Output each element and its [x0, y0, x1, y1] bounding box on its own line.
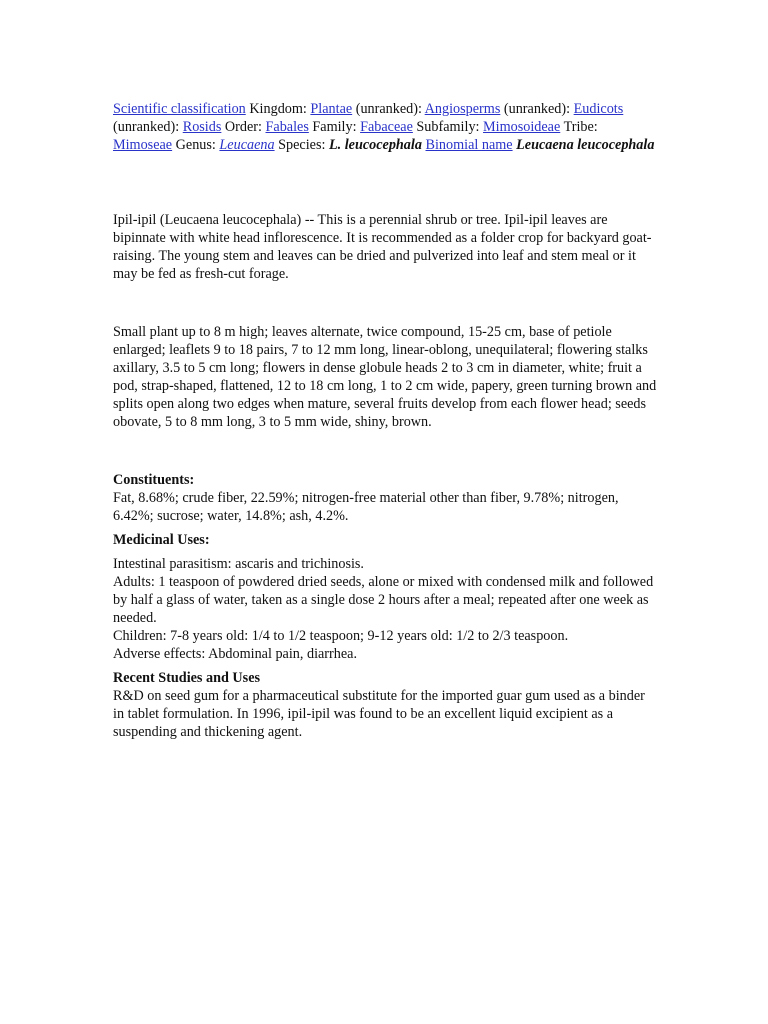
family-link[interactable]: Fabaceae — [360, 119, 413, 135]
kingdom-link[interactable]: Plantae — [310, 101, 353, 117]
order-link[interactable]: Fabales — [265, 119, 309, 135]
family-label: Family: — [312, 119, 357, 135]
unranked-label: (unranked): — [355, 101, 422, 117]
binomial-name: Leucaena leucocephala — [516, 137, 655, 153]
scientific-classification-link[interactable]: Scientific classification — [113, 101, 246, 117]
species-name: L. leucocephala — [328, 137, 422, 153]
subfamily-link[interactable]: Mimosoideae — [483, 119, 561, 135]
eudicots-link[interactable]: Eudicots — [573, 101, 624, 117]
constituents-text: Fat, 8.68%; crude fiber, 22.59%; nitrogen-free material other than fiber, 9.78%; nitrogen, 6.42%; sucrose; water, 14.8%; ash, 4.2%. — [113, 490, 619, 524]
adverse-effects: Adverse effects: Abdominal pain, diarrhea. — [113, 646, 357, 662]
intro-paragraph: Ipil-ipil (Leucaena leucocephala) -- This is a perennial shrub or tree. Ipil-ipil leaves are bipinnate with white head inflorescence. It is recommended as a folder crop for backyard goat-raising. The young stem and leaves can be dried and pulverized into leaf and stem meal or it may be fed as fresh-cut forage. — [113, 212, 652, 282]
medicinal-line: Intestinal parasitism: ascaris and trichinosis. — [113, 556, 364, 572]
order-label: Order: — [224, 119, 262, 135]
medicinal-children-dosage: Children: 7-8 years old: 1/4 to 1/2 teaspoon; 9-12 years old: 1/2 to 2/3 teaspoon. — [113, 628, 569, 644]
genus-label: Genus: — [175, 137, 216, 153]
species-label: Species: — [278, 137, 326, 153]
unranked-label: (unranked): — [113, 119, 180, 135]
recent-studies-heading: Recent Studies and Uses — [113, 670, 261, 686]
medicinal-uses-heading: Medicinal Uses: — [113, 532, 210, 548]
taxonomy-paragraph — [113, 100, 658, 154]
subfamily-label: Subfamily: — [416, 119, 480, 135]
genus-link[interactable]: Leucaena — [219, 137, 275, 153]
binomial-name-link[interactable]: Binomial name — [425, 137, 513, 153]
description-paragraph: Small plant up to 8 m high; leaves alternate, twice compound, 15-25 cm, base of petiole enlarged; leaflets 9 to 18 pairs, 7 to 12 mm long, linear-oblong, unequilateral; flowering stalks axillary, 3.5 to 5 cm long; flowers in dense globule heads 2 to 3 cm in diameter, white; fruit a pod, strap-shaped, flattened, 12 to 18 cm long, 1 to 2 cm wide, papery, green turning brown and splits open along two edges when mature, several fruits develop from each flower head; seeds obovate, 5 to 8 mm long, 3 to 5 mm wide, shiny, brown. — [113, 324, 657, 430]
medicinal-adults-dosage: Adults: 1 teaspoon of powdered dried seeds, alone or mixed with condensed milk and followed by half a glass of water, taken as a single dose 2 hours after a meal; repeated after one week as needed. — [113, 574, 654, 626]
angiosperms-link[interactable]: Angiosperms — [424, 101, 501, 117]
tribe-label: Tribe: — [563, 119, 598, 135]
kingdom-label: Kingdom: — [249, 101, 307, 117]
rosids-link[interactable]: Rosids — [182, 119, 222, 135]
unranked-label: (unranked): — [503, 101, 571, 117]
constituents-heading: Constituents: — [113, 472, 195, 488]
recent-studies-text: R&D on seed gum for a pharmaceutical substitute for the imported guar gum used as a binder in tablet formulation. In 1996, ipil-ipil was found to be an excellent liquid excipient as a suspending and thickening agent. — [113, 688, 645, 740]
tribe-link[interactable]: Mimoseae — [113, 137, 173, 153]
